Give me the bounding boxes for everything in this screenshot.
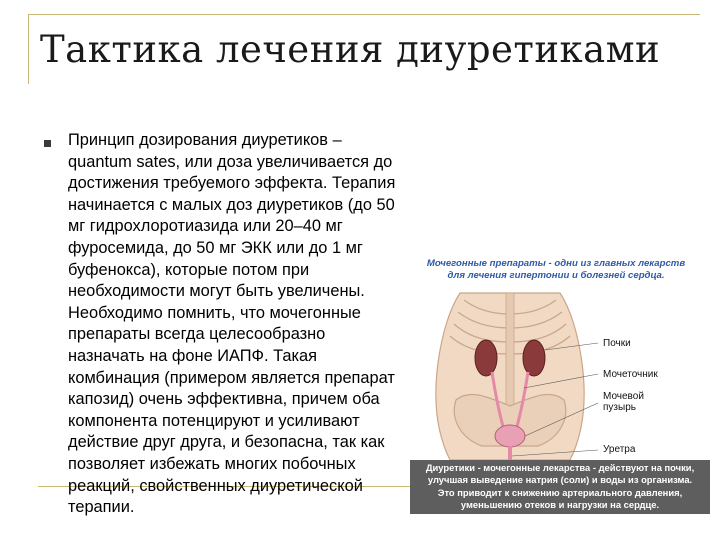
label-urethra: Уретра bbox=[603, 444, 636, 455]
label-ureter: Мочеточник bbox=[603, 369, 658, 380]
left-kidney bbox=[475, 340, 497, 376]
figure-caption-bottom: Диуретики - мочегонные лекарства - действуют на почки, улучшая выведение натрия (соли) и воды из организма. Это приводит к снижению артериального давления, уменьшению отеков и нагрузки на сердце. bbox=[410, 460, 710, 514]
urinary-system-illustration bbox=[420, 288, 600, 463]
urethra bbox=[508, 446, 512, 460]
figure-caption-top: Мочегонные препараты - одни из главных лекарств для лечения гипертонии и болезней сердца. bbox=[426, 258, 686, 281]
slide-frame-left-line bbox=[28, 14, 29, 84]
spine bbox=[506, 293, 514, 411]
bullet-square-icon bbox=[44, 140, 51, 147]
label-bladder: Мочевой пузырь bbox=[603, 391, 644, 413]
slide-title: Тактика лечения диуретиками bbox=[40, 28, 661, 71]
bullet-paragraph: Принцип дозирования диуретиков – quantum sates, или доза увеличивается до достижения требуемого эффекта. Терапия начинается с малых доз диуретиков (до 50 мг гидрохлоротиазида или 20–40 мг фуросемида, до 50 мг ЭКК или до 1 мг буфенокса), которые потом при необходимости могут быть увеличены. Необходимо помнить, что мочегонные препараты всегда целесообразно назначать на фоне ИАПФ. Такая комбинация (примером является препарат капозид) очень эффективна, причем оба компонента потенцируют и усиливают действие друг друга, и безопасна, так как позволяет избежать многих побочных реакций, свойственных диуретической терапии. bbox=[68, 131, 396, 517]
right-kidney bbox=[523, 340, 545, 376]
bladder bbox=[495, 425, 525, 447]
slide-frame-top-line bbox=[28, 14, 700, 15]
label-kidneys: Почки bbox=[603, 338, 631, 349]
